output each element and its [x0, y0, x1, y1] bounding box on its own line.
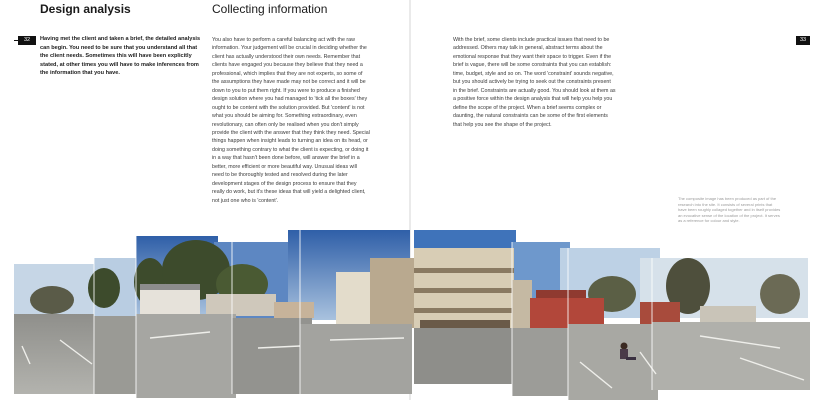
- intro-paragraph: Having met the client and taken a brief, the detailed analysis can begin. You need to be sure that you understand all that the client needs. Sometimes this will have been explicitly stated, at other times you will have to make inferences from the information that you have.: [40, 36, 201, 77]
- page-number-left: 32: [18, 36, 36, 45]
- article-heading: Collecting information: [212, 2, 328, 16]
- photo-caption: The composite image has been produced as part of the research into the site. It consists of several prints that have been roughly collaged together and in itself provides an evocative sense of the location of the project. It serves as a reference for colour and style.: [678, 196, 781, 224]
- page-number-right: 33: [796, 36, 810, 45]
- site-photo-collage: [0, 228, 820, 400]
- body-column-1: You also have to perform a careful balancing act with the raw information. Your judgement will be crucial in deciding whether the client has actually understood their own needs. Remember that clients have engaged you because they believe that they need a professional, which implies that they are not experts, so some of the assumptions they have made may not be correct and it will be down to you to put them right. If you were to produce a finished design solution where you had managed to 'tick all the boxes' they ought to be content with the solution provided. But 'content' is not what you should be aiming for. Something extraordinary, even revolutionary, can often only be realised when you don't simply provide the client with the answer that they think they need. Special things happen when insight leads to turning an idea on its head, or doing something contrary to what the client is expecting, or doing it in a way that hasn't been done before, will answer the brief in a better, more efficient or more beautiful way. Unusual ideas will need to be thoroughly tested and resolved during the later development stages of the design process to ensure that they really do work, but it's these ideas that will yield a delighted client, not just one who is 'content'.: [212, 37, 370, 204]
- section-title: Design analysis: [40, 2, 131, 16]
- body-column-2: With the brief, some clients include practical issues that need to be addressed. Others may talk in general, abstract terms about the emotional response that they want their space to trigger. Even if the brief is vague, there will be some constraints that you can establish: time, budget, style and so on. The word 'constraint' sounds negative, but you should actively be trying to seek out the constraints present in the brief. Constraints are actually good. You should look at them as a positive force within the design analysis that will help you help you define the scope of the project. When a brief seems complex or daunting, the natural constraints can be some of the first elements that help you see the shape of the project.: [453, 37, 616, 128]
- collage-graphic: [0, 228, 820, 400]
- pavement: [14, 314, 810, 400]
